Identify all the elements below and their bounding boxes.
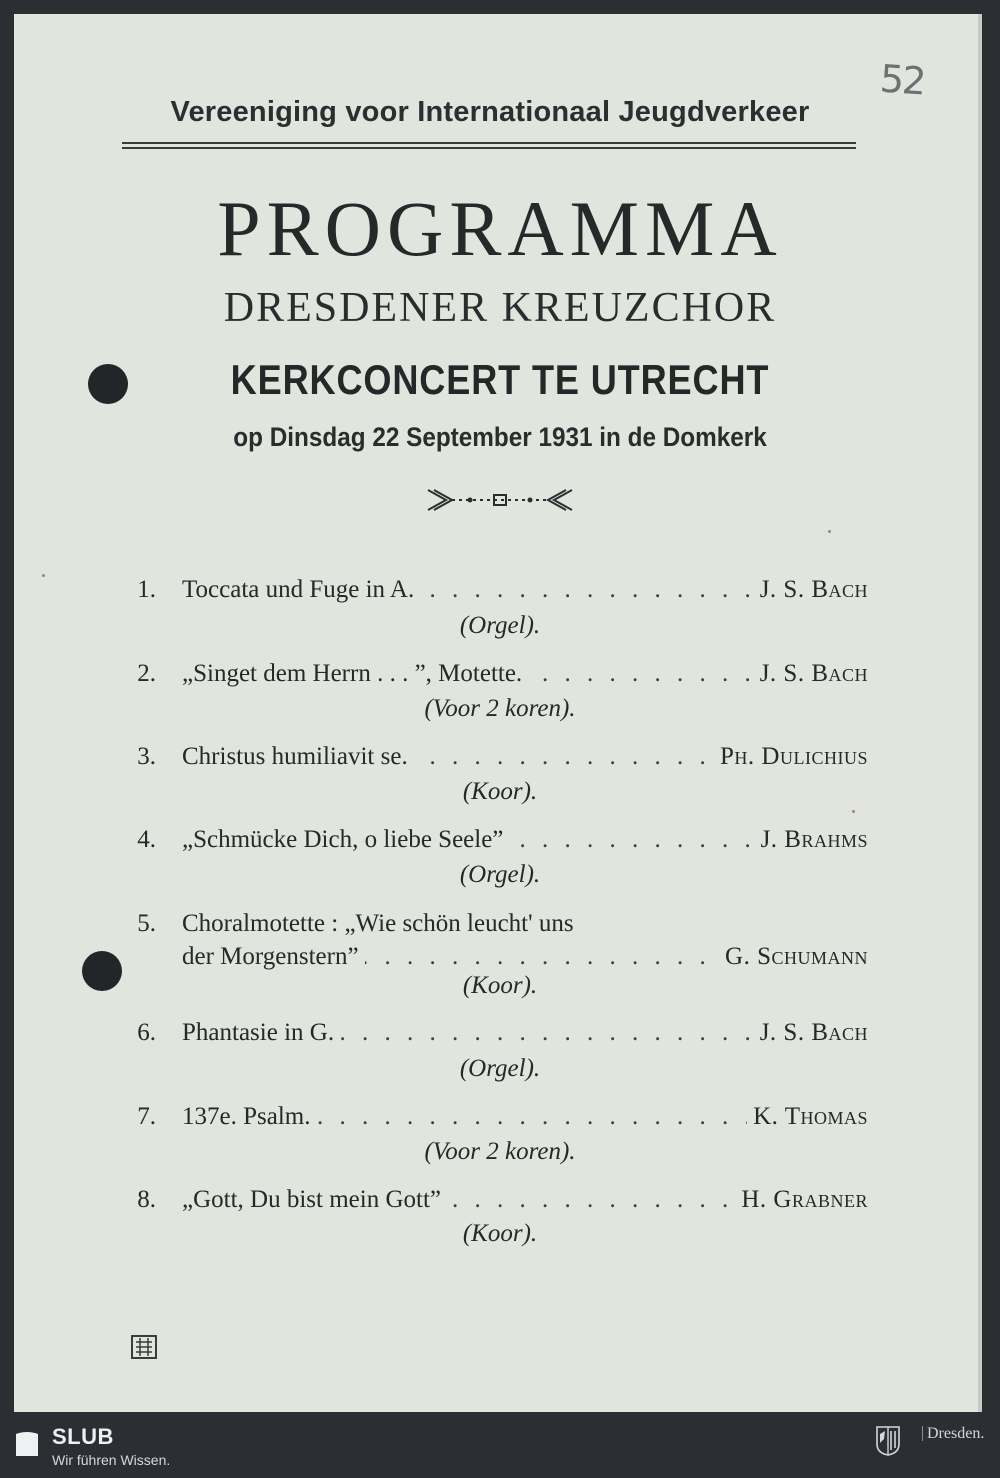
library-tagline: Wir führen Wissen. <box>52 1452 171 1468</box>
item-number: 5. <box>137 910 156 937</box>
double-rule-top <box>122 142 856 144</box>
society-heading: Vereeniging voor Internationaal Jeugdverkeer <box>170 96 810 128</box>
composer: J. S. Bach <box>754 1019 868 1047</box>
instrumentation: (Orgel). <box>459 1055 541 1082</box>
instrumentation: (Orgel). <box>459 861 541 888</box>
handwritten-page-number: 52 <box>878 56 926 104</box>
composer: G. Schumann <box>719 943 868 971</box>
library-name: SLUB <box>52 1424 114 1449</box>
slub-logo-icon <box>14 1430 40 1458</box>
piece-title: 137e. Psalm. <box>182 1103 316 1130</box>
instrumentation: (Koor). <box>462 972 538 999</box>
composer: J. S. Bach <box>754 660 868 688</box>
ornament-divider-icon <box>424 484 576 516</box>
paper-speck <box>42 574 45 577</box>
piece-title: Phantasie in G. <box>182 1019 340 1046</box>
item-number: 8. <box>137 1186 156 1213</box>
composer: K. Thomas <box>747 1103 868 1131</box>
item-number: 1. <box>137 576 156 603</box>
footer-bar <box>0 1412 1000 1478</box>
item-number: 6. <box>137 1019 156 1046</box>
piece-title-line1: Choralmotette : „Wie schön leucht' uns <box>182 910 574 937</box>
piece-title: Toccata und Fuge in A. <box>182 576 420 603</box>
item-number: 7. <box>137 1103 156 1130</box>
piece-title: „Gott, Du bist mein Gott” <box>182 1186 447 1213</box>
dresden-crest-icon <box>876 1426 900 1456</box>
instrumentation: (Voor 2 koren). <box>424 695 576 722</box>
item-number: 4. <box>137 826 156 853</box>
printer-mark-icon <box>130 1334 158 1360</box>
piece-title: „Singet dem Herrn . . . ”, Motette. <box>182 660 528 687</box>
item-number: 3. <box>137 743 156 770</box>
composer: J. S. Bach <box>754 576 868 604</box>
piece-title: Christus humiliavit se. <box>182 743 414 770</box>
instrumentation: (Orgel). <box>459 612 541 639</box>
instrumentation: (Koor). <box>462 1220 538 1247</box>
instrumentation: (Koor). <box>462 778 538 805</box>
instrumentation: (Voor 2 koren). <box>424 1138 576 1165</box>
concert-date: op Dinsdag 22 September 1931 in de Domkerk <box>233 422 767 452</box>
punch-hole <box>88 364 128 404</box>
concert-title: KERKCONCERT TE UTRECHT <box>230 356 770 403</box>
page-title: PROGRAMMA <box>217 185 783 272</box>
composer: Ph. Dulichius <box>714 743 868 771</box>
piece-title: „Schmücke Dich, o liebe Seele” <box>182 826 509 853</box>
choir-name: DRESDENER KREUZCHOR <box>223 285 777 331</box>
composer: J. Brahms <box>755 826 868 854</box>
composer: H. Grabner <box>735 1186 868 1214</box>
paper-speck <box>852 810 855 813</box>
piece-title: der Morgenstern” <box>182 943 365 970</box>
double-rule-bottom <box>122 147 856 149</box>
city-name: Dresden. <box>922 1426 984 1441</box>
item-number: 2. <box>137 660 156 687</box>
paper-speck <box>828 530 831 533</box>
